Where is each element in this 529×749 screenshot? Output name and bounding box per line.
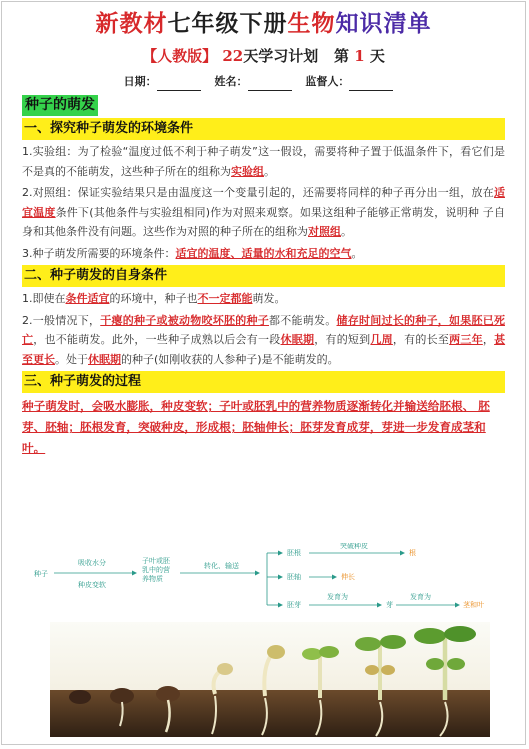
paragraph-self-conditions-1: 1.即使在条件适宜的环境中，种子也不一定都能萌发。 [22, 292, 286, 305]
paragraph-germination-process: 种子萌发时，会吸水膨胀，种皮变软；子叶或胚乳中的营养物质逐渐转化并输送给胚根、 胚芽、胚轴；胚根发育，突破种皮，形成根；胚轴伸长；胚芽发育成芽，芽进一步发育成茎和叶。 [22, 399, 490, 455]
seed-stage-2 [110, 688, 134, 704]
supervisor-label: 监督人： [305, 75, 350, 88]
diagram-nutrients: 子叶或胚 乳中的营 养物质 [142, 557, 170, 583]
header-fields [2, 73, 525, 91]
diagram-absorb-water: 吸收水分 [78, 559, 106, 567]
name-label: 姓名： [214, 75, 248, 88]
diagram-stem-leaf: 茎和叶 [463, 601, 484, 609]
diagram-develop-2: 发育为 [410, 593, 431, 601]
section-heading-3: 三、种子萌发的过程 [22, 371, 505, 393]
germination-flow-diagram [22, 543, 512, 619]
diagram-break-coat: 突破种皮 [340, 543, 368, 550]
section-heading-1: 一、探究种子萌发的环境条件 [22, 118, 505, 140]
diagram-root: 根 [409, 549, 416, 557]
diagram-radicle: 胚根 [287, 549, 301, 557]
topic-heading: 种子的萌发 [22, 95, 98, 116]
section-heading-2: 二、种子萌发的自身条件 [22, 265, 505, 287]
diagram-seed: 种子 [34, 570, 48, 578]
paragraph-environment-conditions: 3.种子萌发所需要的环境条件：适宜的温度、适量的水和充足的空气。 [22, 246, 363, 260]
paragraph-self-conditions-2: 2.一般情况下，干瘪的种子或被动物咬坏胚的种子都不能萌发。储存时间过长的种子，如果胚已死亡，也不能萌发。此外，一些种子成熟以后会有一段休眠期，有的短到几周，有的长至两三年，甚至更长。处于休眠期的种子(如刚收获的人参种子)是不能萌发的。 [22, 313, 506, 366]
study-plan-subtitle: 【人教版】 22天学习计划 第 1 天 [142, 47, 385, 65]
germination-stages-illustration [50, 622, 490, 737]
paragraph-experimental-group: 1.实验组：为了检验“温度过低不利于种子萌发”这一假设，需要将种子置于低温条件下，看它们是不是真的不能萌发，这些种子所在的组称为实验组。 [22, 145, 505, 178]
page-title: 新教材七年级下册生物知识清单 [95, 10, 432, 37]
diagram-coat-soften: 种皮变软 [78, 581, 106, 589]
worksheet-page [1, 1, 526, 745]
seed-stage-3 [156, 686, 180, 702]
seed-stage-1 [69, 690, 91, 704]
diagram-hypocotyl: 胚轴 [287, 573, 301, 581]
name-field[interactable] [248, 78, 292, 91]
diagram-plumule: 胚芽 [287, 601, 301, 609]
diagram-develop-1: 发育为 [327, 593, 348, 601]
date-field[interactable] [157, 78, 201, 91]
paragraph-control-group: 2.对照组：保证实验结果只是由温度这一个变量引起的，还需要将同样的种子再分出一组，放在适宜温度条件下(其他条件与实验组相同)作为对照来观察。如果这组种子能够正常萌发，说明种 子自身和其他条件没有问题。这些作为对照的种子所在的组称为对照组。 [22, 186, 505, 238]
supervisor-field[interactable] [349, 78, 393, 91]
diagram-elongate: 伸长 [341, 573, 355, 581]
diagram-transform: 转化、输送 [204, 562, 239, 570]
diagram-bud: 芽 [386, 601, 393, 609]
date-label: 日期： [123, 75, 157, 88]
